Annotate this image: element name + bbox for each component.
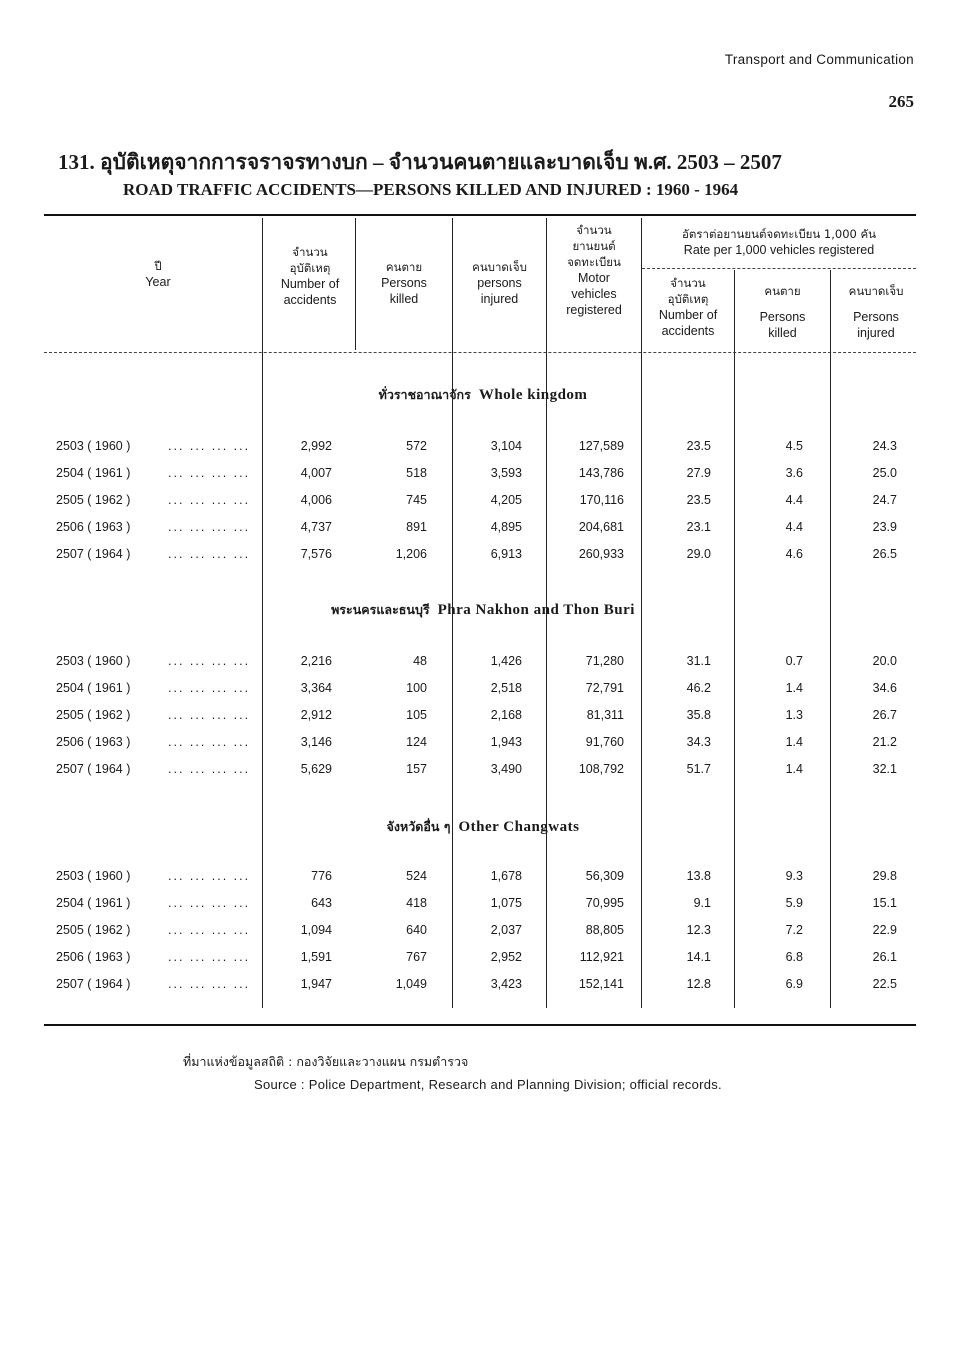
table-title-english: ROAD TRAFFIC ACCIDENTS—PERSONS KILLED AND INJURED : 1960 - 1964 xyxy=(123,180,739,199)
table-row xyxy=(0,735,966,755)
cell-rate-accidents: 23.5 xyxy=(686,493,711,507)
cell-killed: 1,206 xyxy=(395,547,427,561)
cell-rate-accidents: 31.1 xyxy=(686,654,711,668)
cell-killed: 891 xyxy=(406,520,427,534)
cell-rate-injured: 22.5 xyxy=(872,977,897,991)
cell-rate-killed: 6.8 xyxy=(785,950,803,964)
leader-dots: ... ... ... ... xyxy=(168,977,251,991)
table-row xyxy=(0,439,966,459)
cell-rate-killed: 4.5 xyxy=(785,439,803,453)
cell-rate-killed: 6.9 xyxy=(785,977,803,991)
header-injured: คนบาดเจ็บ persons injured xyxy=(472,260,527,306)
header-rate-killed: คนตาย Persons killed xyxy=(759,284,806,340)
cell-accidents: 4,006 xyxy=(300,493,332,507)
cell-accidents: 4,737 xyxy=(300,520,332,534)
leader-dots: ... ... ... ... xyxy=(168,735,251,749)
cell-accidents: 5,629 xyxy=(300,762,332,776)
running-header: Transport and Communication xyxy=(724,52,914,67)
cell-vehicles: 72,791 xyxy=(585,681,624,695)
cell-rate-injured: 26.5 xyxy=(872,547,897,561)
cell-injured: 2,037 xyxy=(490,923,522,937)
cell-accidents: 1,591 xyxy=(300,950,332,964)
row-year: 2507 ( 1964 ) xyxy=(56,762,131,776)
header-rate-injured: คนบาดเจ็บ Persons injured xyxy=(848,284,904,340)
cell-killed: 157 xyxy=(406,762,427,776)
section-title-bangkok-thonburi: พระนครและธนบุรี Phra Nakhon and Thon Buri xyxy=(331,602,635,618)
table-row xyxy=(0,681,966,701)
cell-rate-killed: 1.4 xyxy=(785,762,803,776)
header-vehicles: จำนวน ยานยนต์ จดทะเบียน Motor vehicles registered xyxy=(566,223,622,317)
cell-rate-accidents: 35.8 xyxy=(686,708,711,722)
table-row xyxy=(0,869,966,889)
cell-rate-injured: 25.0 xyxy=(872,466,897,480)
source-note-english: Source : Police Department, Research and Planning Division; official records. xyxy=(254,1077,722,1092)
leader-dots: ... ... ... ... xyxy=(168,923,251,937)
cell-injured: 4,205 xyxy=(490,493,522,507)
cell-rate-injured: 23.9 xyxy=(872,520,897,534)
cell-killed: 418 xyxy=(406,896,427,910)
cell-rate-killed: 4.6 xyxy=(785,547,803,561)
cell-accidents: 3,364 xyxy=(300,681,332,695)
row-year: 2507 ( 1964 ) xyxy=(56,977,131,991)
header-bottom-rule xyxy=(44,352,916,353)
row-year: 2503 ( 1960 ) xyxy=(56,439,131,453)
section-title-other-changwats: จังหวัดอื่น ๆ Other Changwats xyxy=(386,819,580,835)
cell-accidents: 3,146 xyxy=(300,735,332,749)
header-killed: คนตาย Persons killed xyxy=(381,260,427,306)
table-row xyxy=(0,923,966,943)
cell-rate-accidents: 12.8 xyxy=(686,977,711,991)
cell-rate-injured: 34.6 xyxy=(872,681,897,695)
cell-killed: 124 xyxy=(406,735,427,749)
cell-accidents: 1,094 xyxy=(300,923,332,937)
leader-dots: ... ... ... ... xyxy=(168,869,251,883)
cell-injured: 2,168 xyxy=(490,708,522,722)
table-row xyxy=(0,547,966,567)
cell-accidents: 2,992 xyxy=(300,439,332,453)
cell-accidents: 4,007 xyxy=(300,466,332,480)
cell-vehicles: 88,805 xyxy=(585,923,624,937)
cell-vehicles: 127,589 xyxy=(578,439,624,453)
cell-rate-killed: 1.4 xyxy=(785,735,803,749)
cell-accidents: 643 xyxy=(311,896,332,910)
cell-injured: 2,952 xyxy=(490,950,522,964)
cell-rate-accidents: 46.2 xyxy=(686,681,711,695)
cell-vehicles: 204,681 xyxy=(578,520,624,534)
cell-accidents: 7,576 xyxy=(300,547,332,561)
cell-rate-killed: 1.3 xyxy=(785,708,803,722)
leader-dots: ... ... ... ... xyxy=(168,520,251,534)
header-rate-accidents: จำนวน อุบัติเหตุ Number of accidents xyxy=(658,276,718,338)
header-rate-group: อัตราต่อยานยนต์จดทะเบียน 1,000 คัน Rate per 1,000 vehicles registered xyxy=(681,227,877,257)
cell-rate-accidents: 23.5 xyxy=(686,439,711,453)
cell-vehicles: 112,921 xyxy=(579,950,624,964)
leader-dots: ... ... ... ... xyxy=(168,950,251,964)
header-year: ปี Year xyxy=(145,259,171,289)
cell-vehicles: 71,280 xyxy=(585,654,624,668)
table-row xyxy=(0,950,966,970)
header-accidents: จำนวน อุบัติเหตุ Number of accidents xyxy=(280,245,340,307)
row-year: 2507 ( 1964 ) xyxy=(56,547,131,561)
row-year: 2504 ( 1961 ) xyxy=(56,681,131,695)
cell-killed: 572 xyxy=(406,439,427,453)
leader-dots: ... ... ... ... xyxy=(168,708,251,722)
leader-dots: ... ... ... ... xyxy=(168,762,251,776)
title-thai-text: อุบัติเหตุจากการจราจรทางบก – จำนวนคนตายและบาดเจ็บ พ.ศ. 2503 – 2507 xyxy=(100,150,782,174)
leader-dots: ... ... ... ... xyxy=(168,466,251,480)
cell-vehicles: 170,116 xyxy=(579,493,624,507)
cell-killed: 100 xyxy=(406,681,427,695)
cell-rate-injured: 24.3 xyxy=(872,439,897,453)
row-year: 2506 ( 1963 ) xyxy=(56,950,131,964)
row-year: 2504 ( 1961 ) xyxy=(56,896,131,910)
table-number: 131. xyxy=(58,150,95,174)
cell-rate-accidents: 34.3 xyxy=(686,735,711,749)
row-year: 2505 ( 1962 ) xyxy=(56,708,131,722)
cell-vehicles: 152,141 xyxy=(578,977,624,991)
cell-killed: 105 xyxy=(406,708,427,722)
rate-group-rule xyxy=(642,268,916,269)
row-year: 2505 ( 1962 ) xyxy=(56,923,131,937)
cell-vehicles: 260,933 xyxy=(578,547,624,561)
table-row xyxy=(0,977,966,997)
cell-rate-injured: 21.2 xyxy=(872,735,897,749)
cell-accidents: 2,912 xyxy=(300,708,332,722)
table-row xyxy=(0,466,966,486)
table-row xyxy=(0,520,966,540)
cell-vehicles: 108,792 xyxy=(578,762,624,776)
cell-rate-killed: 4.4 xyxy=(785,520,803,534)
table-row xyxy=(0,708,966,728)
cell-accidents: 776 xyxy=(311,869,332,883)
cell-rate-accidents: 51.7 xyxy=(686,762,711,776)
row-year: 2506 ( 1963 ) xyxy=(56,735,131,749)
cell-injured: 3,423 xyxy=(490,977,522,991)
leader-dots: ... ... ... ... xyxy=(168,681,251,695)
cell-killed: 524 xyxy=(406,869,427,883)
cell-rate-accidents: 29.0 xyxy=(686,547,711,561)
cell-rate-killed: 1.4 xyxy=(785,681,803,695)
cell-killed: 1,049 xyxy=(395,977,427,991)
cell-killed: 745 xyxy=(406,493,427,507)
cell-rate-injured: 26.1 xyxy=(872,950,897,964)
table-row xyxy=(0,896,966,916)
row-year: 2503 ( 1960 ) xyxy=(56,869,131,883)
cell-rate-killed: 9.3 xyxy=(785,869,803,883)
cell-rate-accidents: 27.9 xyxy=(686,466,711,480)
leader-dots: ... ... ... ... xyxy=(168,896,251,910)
cell-injured: 3,490 xyxy=(490,762,522,776)
cell-rate-killed: 5.9 xyxy=(785,896,803,910)
cell-rate-injured: 15.1 xyxy=(872,896,897,910)
leader-dots: ... ... ... ... xyxy=(168,654,251,668)
cell-injured: 1,678 xyxy=(490,869,522,883)
cell-vehicles: 70,995 xyxy=(585,896,624,910)
table-bottom-rule xyxy=(44,1024,916,1026)
cell-rate-injured: 22.9 xyxy=(872,923,897,937)
cell-rate-killed: 0.7 xyxy=(785,654,803,668)
cell-rate-accidents: 9.1 xyxy=(693,896,711,910)
cell-injured: 1,426 xyxy=(490,654,522,668)
cell-injured: 2,518 xyxy=(490,681,522,695)
table-title-thai xyxy=(58,146,782,179)
leader-dots: ... ... ... ... xyxy=(168,493,251,507)
row-year: 2506 ( 1963 ) xyxy=(56,520,131,534)
table-row xyxy=(0,654,966,674)
cell-rate-killed: 4.4 xyxy=(785,493,803,507)
cell-rate-accidents: 23.1 xyxy=(686,520,711,534)
cell-accidents: 1,947 xyxy=(300,977,332,991)
cell-rate-injured: 24.7 xyxy=(872,493,897,507)
cell-injured: 1,075 xyxy=(490,896,522,910)
cell-rate-injured: 32.1 xyxy=(872,762,897,776)
cell-rate-killed: 3.6 xyxy=(785,466,803,480)
cell-vehicles: 56,309 xyxy=(585,869,624,883)
cell-injured: 3,104 xyxy=(490,439,522,453)
cell-injured: 3,593 xyxy=(490,466,522,480)
cell-killed: 767 xyxy=(406,950,427,964)
cell-injured: 4,895 xyxy=(490,520,522,534)
cell-accidents: 2,216 xyxy=(300,654,332,668)
section-title-whole-kingdom: ทั่วราชอาณาจักร Whole kingdom xyxy=(378,387,588,403)
cell-rate-accidents: 14.1 xyxy=(686,950,711,964)
cell-injured: 6,913 xyxy=(490,547,522,561)
row-year: 2503 ( 1960 ) xyxy=(56,654,131,668)
cell-rate-accidents: 13.8 xyxy=(686,869,711,883)
cell-killed: 48 xyxy=(413,654,427,668)
cell-rate-injured: 29.8 xyxy=(872,869,897,883)
leader-dots: ... ... ... ... xyxy=(168,547,251,561)
table-row xyxy=(0,762,966,782)
row-year: 2504 ( 1961 ) xyxy=(56,466,131,480)
cell-vehicles: 81,311 xyxy=(586,708,624,722)
table-top-rule xyxy=(44,214,916,216)
cell-rate-killed: 7.2 xyxy=(785,923,803,937)
cell-vehicles: 91,760 xyxy=(585,735,624,749)
cell-killed: 640 xyxy=(406,923,427,937)
row-year: 2505 ( 1962 ) xyxy=(56,493,131,507)
leader-dots: ... ... ... ... xyxy=(168,439,251,453)
cell-injured: 1,943 xyxy=(490,735,522,749)
cell-rate-accidents: 12.3 xyxy=(686,923,711,937)
cell-rate-injured: 20.0 xyxy=(872,654,897,668)
cell-killed: 518 xyxy=(406,466,427,480)
source-note-thai: ที่มาแห่งข้อมูลสถิติ : กองวิจัยและวางแผน กรมตำรวจ xyxy=(183,1054,469,1069)
cell-rate-injured: 26.7 xyxy=(872,708,897,722)
page-number: 265 xyxy=(888,92,914,111)
table-row xyxy=(0,493,966,513)
cell-vehicles: 143,786 xyxy=(578,466,624,480)
